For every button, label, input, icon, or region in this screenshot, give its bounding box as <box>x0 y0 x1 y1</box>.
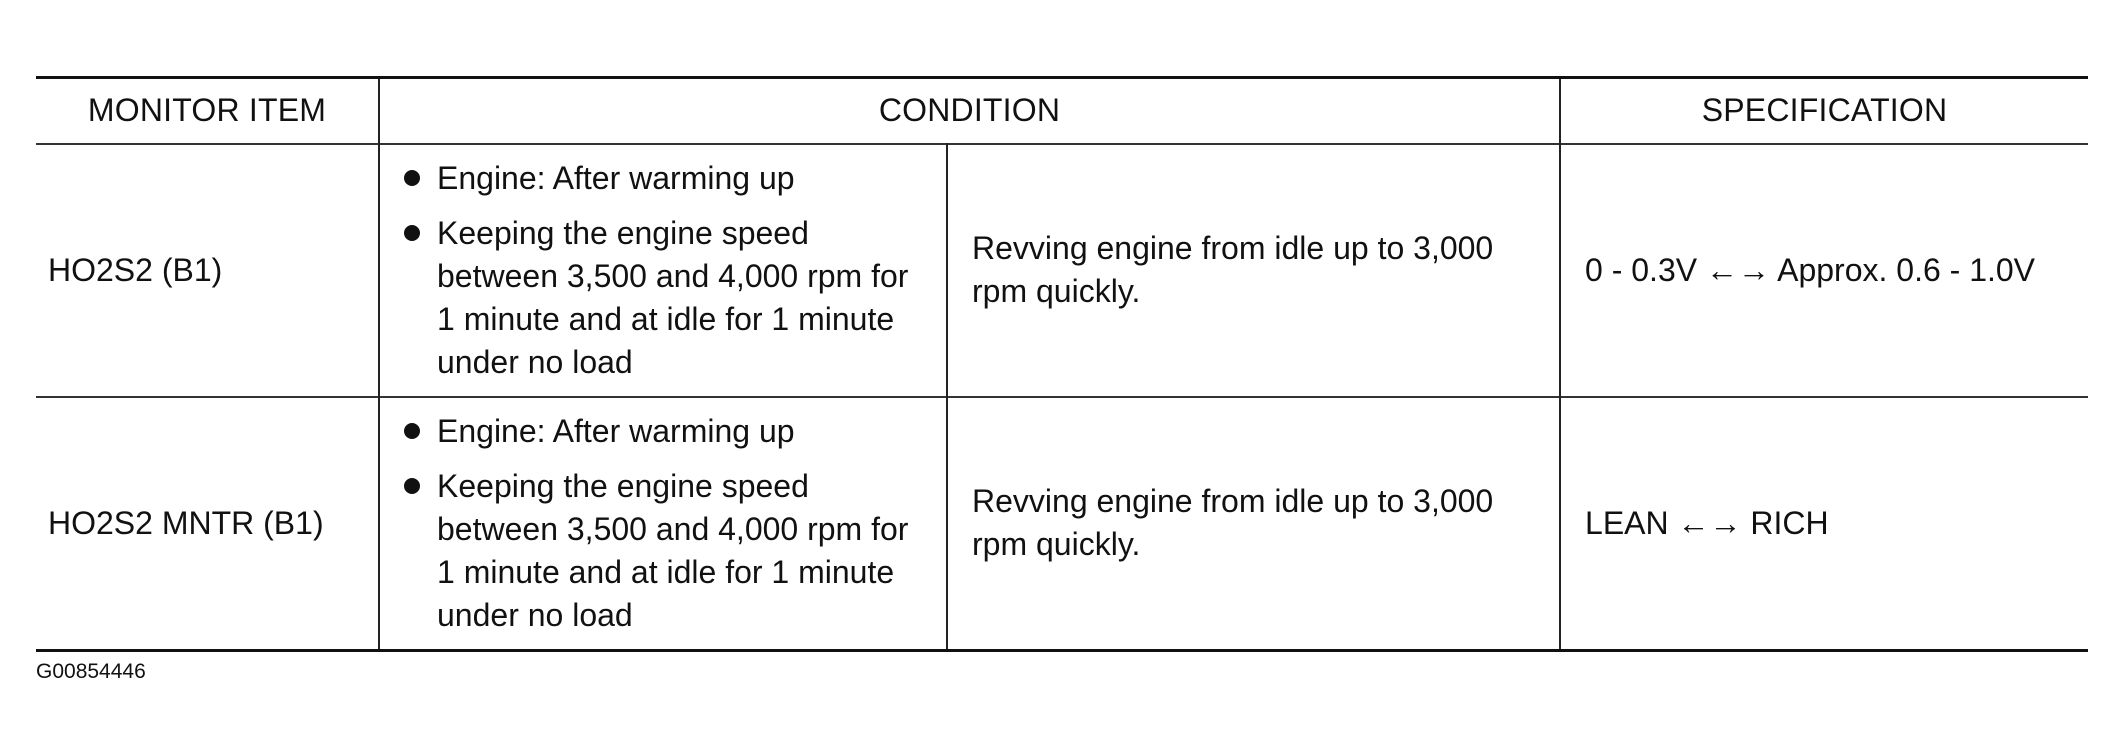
bullet-dot-icon <box>404 225 420 241</box>
condition-item <box>404 410 934 453</box>
header-monitor-item: MONITOR ITEM <box>87 92 327 129</box>
condition-cell <box>379 144 947 397</box>
condition-list <box>380 157 946 384</box>
condition-item <box>404 157 934 200</box>
bullet-dot-icon <box>404 423 420 439</box>
bullet-dot-icon <box>404 170 420 186</box>
test-procedure-cell: Revving engine from idle up to 3,000 rpm quickly. <box>947 144 1560 397</box>
table-header-row <box>36 78 2088 144</box>
condition-text: Engine: After warming up <box>437 159 795 196</box>
figure-id: G00854446 <box>36 660 146 683</box>
condition-text: Engine: After warming up <box>437 412 795 449</box>
monitor-spec-table <box>36 76 2088 652</box>
specification-cell: LEAN ←→ RICH <box>1560 397 2088 651</box>
condition-text: Keeping the engine speed between 3,500 and 4,000 rpm for 1 minute and at idle for 1 minute under no load <box>437 467 909 633</box>
condition-item <box>404 465 934 637</box>
condition-item <box>404 212 934 384</box>
header-condition: CONDITION <box>379 78 1560 144</box>
specification-cell: 0 - 0.3V ←→ Approx. 0.6 - 1.0V <box>1560 144 2088 397</box>
condition-text: Keeping the engine speed between 3,500 and 4,000 rpm for 1 minute and at idle for 1 minute under no load <box>437 214 909 380</box>
test-procedure-cell: Revving engine from idle up to 3,000 rpm quickly. <box>947 397 1560 651</box>
header-specification: SPECIFICATION <box>1560 78 2088 144</box>
bullet-dot-icon <box>404 478 420 494</box>
condition-list <box>380 410 946 637</box>
monitor-item-cell: HO2S2 MNTR (B1) <box>48 504 324 541</box>
condition-cell <box>379 397 947 651</box>
table-row <box>36 397 2088 651</box>
monitor-item-cell: HO2S2 (B1) <box>48 251 223 288</box>
table-row <box>36 144 2088 397</box>
monitor-spec-table-container <box>36 76 2088 652</box>
